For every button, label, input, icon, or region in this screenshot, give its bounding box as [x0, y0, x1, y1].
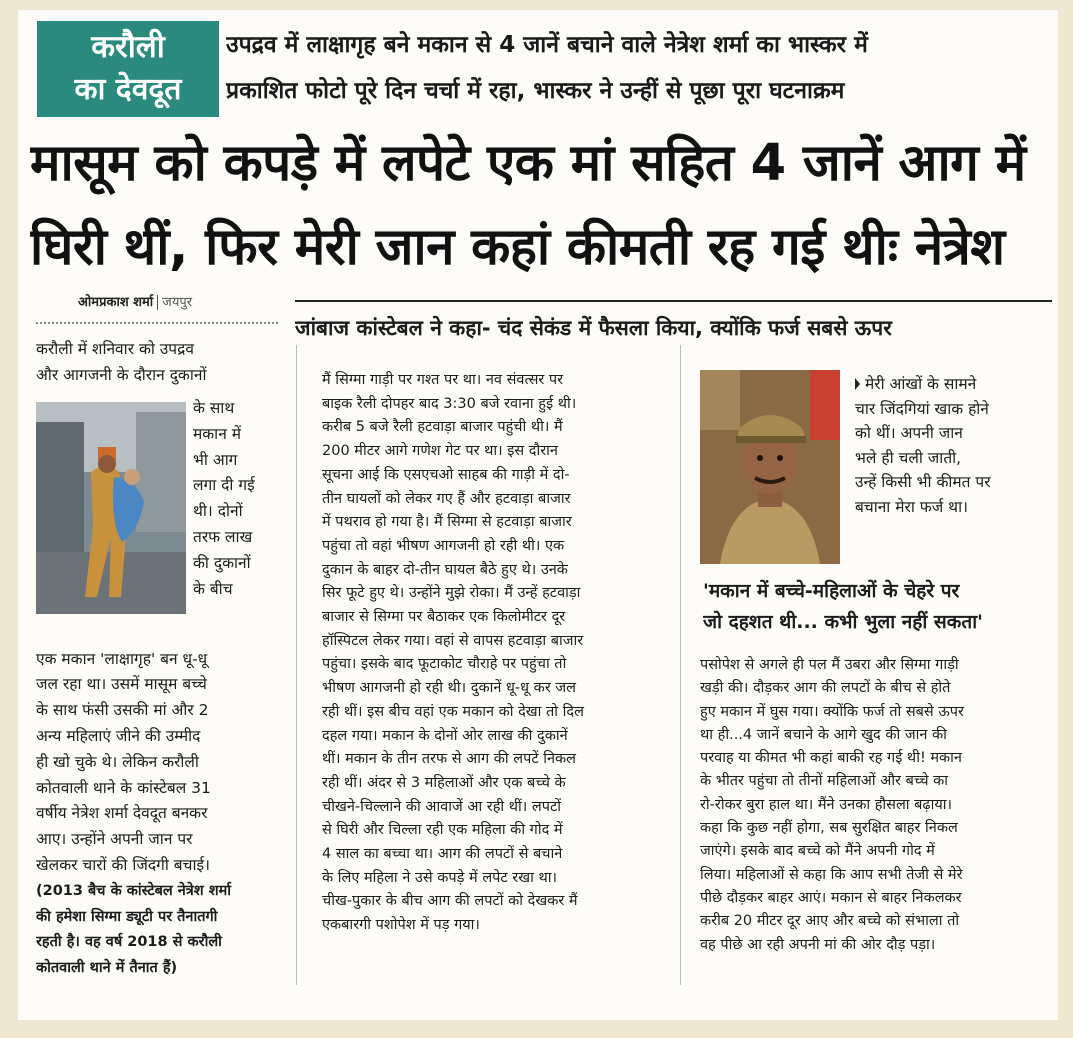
text-line: के साथ फंसी उसकी मां और 2 [36, 701, 209, 720]
text-line: बाइक रैली दोपहर बाद 3:30 बजे रवाना हुई थी। [322, 395, 577, 412]
text-line: सिर फूटे हुए थे। उन्होंने मुझे रोका। मैं उन्हें हटवाड़ा [322, 585, 581, 602]
headline [30, 122, 1060, 290]
column-story [322, 369, 697, 938]
text-line: से घिरी और चिल्ला रही एक महिला की गोद में [322, 822, 563, 839]
text-line: जाएंगे। इसके बाद बच्चे को मैंने अपनी गोद में [700, 843, 935, 860]
rescue-photo-art [36, 402, 186, 614]
text-line: हॉस्पिटल लेकर गया। वहां से वापस हटवाड़ा बाजार [322, 632, 584, 649]
text-line: चीखने-चिल्लाने की आवाजें आ रही थीं। लपटों [322, 798, 562, 815]
text-line: को थीं। अपनी जान [855, 424, 963, 443]
strapline-line: उपद्रव में लाक्षागृह बने मकान से 4 जानें बचाने वाले नेत्रेश शर्मा का भास्कर में [226, 32, 868, 58]
inner-headline-line: जो दहशत थी... कभी भुला नहीं सकता' [703, 611, 983, 633]
text-line: में पथराव हो गया है। मैं सिग्मा से हटवाड़ा बाजार [322, 514, 572, 531]
text-line: भी आग [193, 450, 238, 469]
text-line: पहुंचा। इसके बाद फूटाकोट चौराहे पर पहुंचा तो [322, 656, 567, 673]
column-intro-wrap [193, 396, 287, 602]
text-line: मकान में [193, 424, 241, 443]
text-line: करौली में शनिवार को उपद्रव [36, 340, 194, 358]
pull-quote [855, 372, 1055, 520]
column-rescue [700, 654, 1060, 957]
text-line: भीषण आगजनी हो रही थी। दुकानें धू-धू कर जल [322, 680, 576, 697]
text-line: वह पीछे आ रही अपनी मां की ओर दौड़ पड़ा। [700, 936, 936, 953]
text-line: करीब 5 बजे रैली हटवाड़ा बाजार पहुंची थी। मैं [322, 419, 563, 436]
text-line: के लिए महिला ने उसे कपड़े में लपेट रखा था। [322, 869, 557, 886]
text-line: खड़ी की। दौड़कर आग की लपटों के बीच से होते [700, 680, 951, 697]
column-divider [680, 345, 681, 985]
text-line: एकबारगी पशोपेश में पड़ गया। [322, 917, 480, 934]
text-line: वर्षीय नेत्रेश शर्मा देवदूत बनकर [36, 804, 208, 823]
subheadline: जांबाज कांस्टेबल ने कहा- चंद सेकंड में फैसला किया, क्योंकि फर्ज सबसे ऊपर [295, 316, 892, 340]
text-line: करीब 20 मीटर दूर आए और बच्चे को संभाला तो [700, 913, 960, 930]
rescue-photo [36, 402, 186, 614]
text-line: भले ही चली जाती, [855, 448, 962, 467]
headline-line: घिरी थीं, फिर मेरी जान कहां कीमती रह गई थीः नेत्रेश [30, 218, 1005, 277]
inner-headline [703, 576, 1053, 638]
text-line: बाजार से सिग्मा पर बैठाकर एक किलोमीटर दूर [322, 609, 566, 626]
quote-text: मेरी आंखों के सामने [865, 375, 977, 393]
text-line: 4 साल का बच्चा था। आग की लपटों से बचाने [322, 846, 563, 863]
inner-headline-line: 'मकान में बच्चे-महिलाओं के चेहरे पर [703, 580, 960, 602]
text-line: दुकान के बाहर दो-तीन घायल बैठे हुए थे। उनके [322, 561, 568, 578]
constable-portrait [700, 370, 840, 564]
text-line: जल रहा था। उसमें मासूम बच्चे [36, 675, 207, 694]
text-line: के भीतर पहुंचा तो तीनों महिलाओं और बच्चे का [700, 773, 949, 790]
section-tag-line2: का देवदूत [74, 72, 182, 107]
text-line: मैं सिग्मा गाड़ी पर गश्त पर था। नव संवत्सर पर [322, 372, 564, 388]
text-line: चार जिंदगियां खाक होने [855, 399, 989, 418]
text-line: ही खो चुके थे। लेकिन करौली [36, 752, 199, 771]
text-line: परवाह या कीमत भी कहां बाकी रह गई थी! मकान [700, 750, 962, 767]
text-line: तरफ लाख [193, 527, 253, 546]
text-line: दहल गया। मकान के दोनों ओर लाख की दुकानें [322, 727, 568, 744]
constable-portrait-art [700, 370, 840, 564]
text-line: लिया। महिलाओं से कहा कि आप सभी तेजी से मेरे [700, 866, 963, 883]
text-line: के साथ [193, 399, 235, 417]
text-line: कहा कि कुछ नहीं होगा, सब सुरक्षित बाहर निकल [700, 820, 958, 837]
text-line: 200 मीटर आगे गणेश गेट पर था। इस दौरान [322, 443, 558, 460]
text-line: अन्य महिलाएं जीने की उम्मीद [36, 726, 201, 745]
text-line: की दुकानों [193, 553, 251, 572]
text-line: थी। दोनों [193, 502, 243, 521]
strapline [226, 22, 1056, 114]
byline-author: ओमप्रकाश शर्मा [78, 295, 154, 310]
section-tag-line1: करौली [91, 29, 165, 65]
text-line: कोतवाली थाने के कांस्टेबल 31 [36, 778, 211, 797]
text-line: एक मकान 'लाक्षागृह' बन धू-धू [36, 649, 208, 668]
note-line: (2013 बैच के कांस्टेबल नेत्रेश शर्मा [36, 882, 231, 899]
byline-city: जयपुर [162, 295, 193, 310]
text-line: पसोपेश से अगले ही पल मैं उबरा और सिग्मा गाड़ी [700, 657, 959, 673]
text-line: सूचना आई कि एसएचओ साहब की गाड़ी में दो- [322, 466, 570, 483]
text-line: पीछे दौड़कर बाहर आएं। मकान से बाहर निकलकर [700, 889, 962, 906]
text-line: खेलकर चारों की जिंदगी बचाई। [36, 855, 210, 874]
text-line: उन्हें किसी भी कीमत पर [855, 473, 991, 492]
text-line: आए। उन्होंने अपनी जान पर [36, 830, 193, 849]
note-line: रहती है। वह वर्ष 2018 से करौली [36, 934, 222, 951]
text-line: तीन घायलों को लेकर गए हैं और हटवाड़ा बाजार [322, 490, 571, 507]
text-line: हुए मकान में घुस गया। क्योंकि फर्ज तो सबसे ऊपर [700, 703, 964, 720]
text-line: थीं। मकान के तीन तरफ से आग की लपटें निकल [322, 751, 577, 768]
text-line: चीख-पुकार के बीच आग की लपटों को देखकर मैं [322, 893, 578, 910]
text-line: के बीच [193, 579, 233, 598]
text-line [855, 372, 1055, 397]
quote-marker-icon [855, 378, 860, 390]
text-line: रही थीं। अंदर से 3 महिलाओं और एक बच्चे के [322, 774, 566, 791]
note-line: की हमेशा सिग्मा ड्यूटी पर तैनातगी [36, 908, 218, 925]
text-line: बचाना मेरा फर्ज था। [855, 497, 968, 516]
note-line: कोतवाली थाने में तैनात हैं) [36, 960, 178, 977]
dotted-divider [36, 322, 278, 324]
text-line: रो-रोकर बुरा हाल था। मैंने उनका हौसला बढ़ाया। [700, 796, 953, 813]
headline-line: मासूम को कपड़े में लपेटे एक मां सहित 4 जानें आग में [30, 134, 1026, 193]
byline [78, 292, 192, 310]
column-divider [296, 345, 297, 985]
text-line: पहुंचा तो वहां भीषण आगजनी हो रही थी। एक [322, 537, 565, 554]
text-line: था ही...4 जानें बचाने के आगे खुद की जान की [700, 726, 947, 743]
text-line: रही थीं। इस बीच वहां एक मकान को देखा तो दिल [322, 703, 584, 720]
text-line: और आगजनी के दौरान दुकानों [36, 365, 207, 384]
text-line: लगा दी गई [193, 476, 255, 495]
strapline-line: प्रकाशित फोटो पूरे दिन चर्चा में रहा, भास्कर ने उन्हीं से पूछा पूरा घटनाक्रम [226, 78, 845, 104]
subhead-rule [295, 300, 1052, 302]
section-tag [37, 21, 219, 117]
